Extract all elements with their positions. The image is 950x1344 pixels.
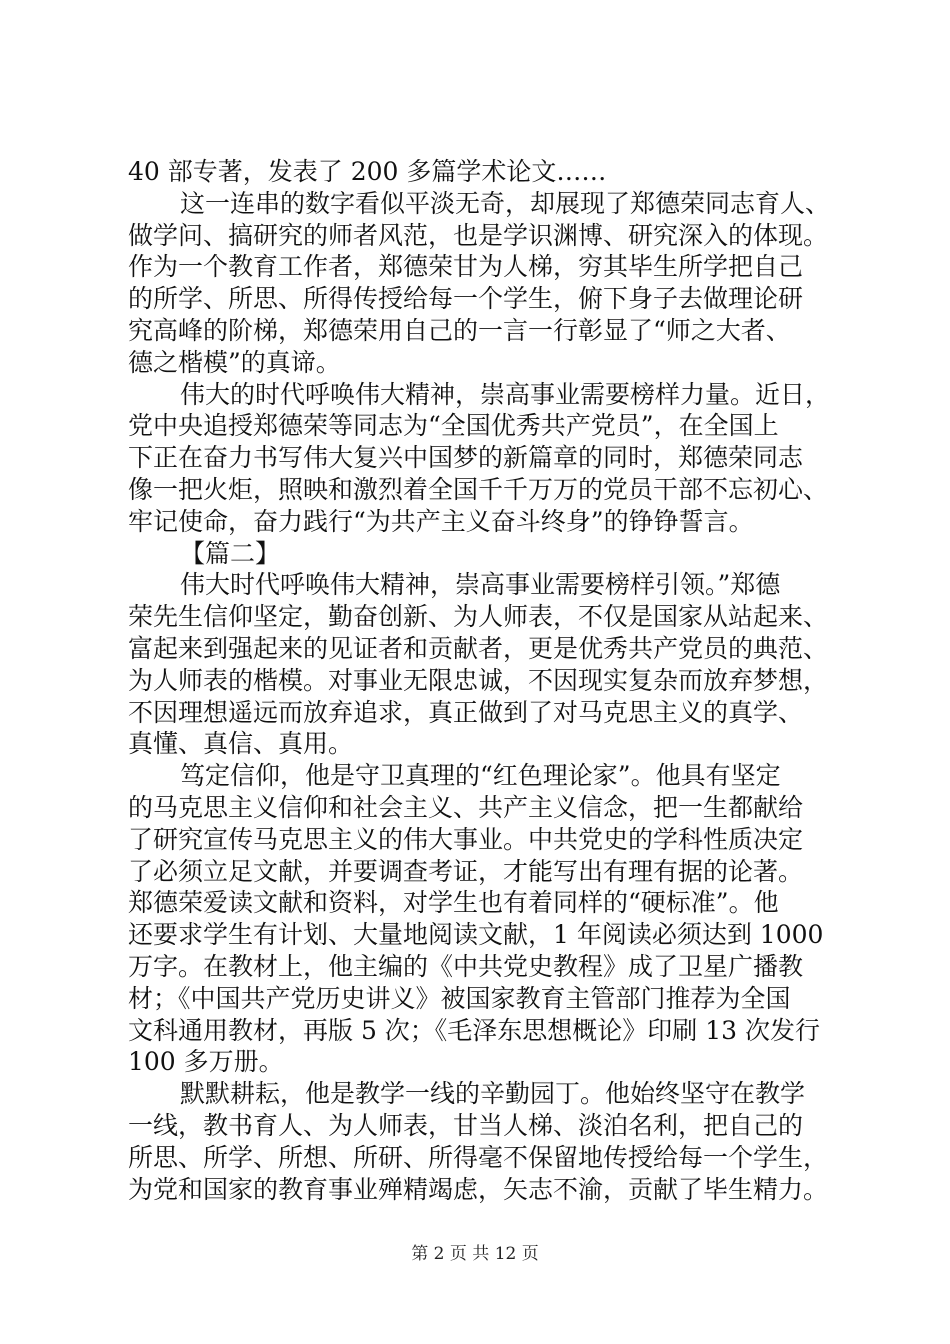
text-line: 万字。在教材上，他主编的《中共党史教程》成了卫星广播教 [128,951,804,981]
text-line: 100 多万册。 [128,1047,284,1077]
text-line: 所思、所学、所想、所研、所得毫不保留地传授给每一个学生， [128,1142,829,1172]
text-line: 究高峰的阶梯，郑德荣用自己的一言一行彰显了“师之大者、 [128,315,791,345]
text-line: 材；《中国共产党历史讲义》被国家教育主管部门推荐为全国 [128,983,791,1013]
text-line: 笃定信仰，他是守卫真理的“红色理论家”。他具有坚定 [180,761,781,791]
text-line: 为党和国家的教育事业殚精竭虑，矢志不渝，贡献了毕生精力。 [128,1174,829,1204]
text-line: 了研究宣传马克思主义的伟大事业。中共党史的学科性质决定 [128,824,804,854]
text-line: 下正在奋力书写伟大复兴中国梦的新篇章的同时，郑德荣同志 [128,443,804,473]
text-line: 不因理想遥远而放弃追求，真正做到了对马克思主义的真学、 [128,697,804,727]
text-line: 伟大的时代呼唤伟大精神，崇高事业需要榜样力量。近日， [180,379,831,409]
text-line: 真懂、真信、真用。 [128,729,354,759]
text-line: 还要求学生有计划、大量地阅读文献，1 年阅读必须达到 1000 [128,920,824,950]
text-line: 德之楷模”的真谛。 [128,347,341,377]
page-footer [0,1242,950,1266]
text-line: 的马克思主义信仰和社会主义、共产主义信念，把一生都献给 [128,792,804,822]
text-line: 郑德荣爱读文献和资料，对学生也有着同样的“硬标准”。他 [128,888,779,918]
text-line: 牢记使命，奋力践行“为共产主义奋斗终身”的铮铮誓言。 [128,506,754,536]
text-line: 做学问、搞研究的师者风范，也是学识渊博、研究深入的体现。 [128,220,829,250]
text-line: 【篇二】 [180,538,281,568]
text-line: 了必须立足文献，并要调查考证，才能写出有理有据的论著。 [128,856,804,886]
text-line: 像一把火炬，照映和激烈着全国千千万万的党员干部不忘初心、 [128,474,829,504]
text-line: 默默耕耘，他是教学一线的辛勤园丁。他始终坚守在教学 [180,1079,806,1109]
text-line: 这一连串的数字看似平淡无奇，却展现了郑德荣同志育人、 [180,188,831,218]
document-body [128,156,844,1205]
text-line: 为人师表的楷模。对事业无限忠诚，不因现实复杂而放弃梦想， [128,665,829,695]
text-line: 作为一个教育工作者，郑德荣甘为人梯，穷其毕生所学把自己 [128,252,804,282]
text-line: 40 部专著，发表了 200 多篇学术论文…… [128,157,607,186]
text-line: 富起来到强起来的见证者和贡献者，更是优秀共产党员的典范、 [128,633,829,663]
text-line: 荣先生信仰坚定，勤奋创新、为人师表，不仅是国家从站起来、 [128,602,829,632]
text-line: 一线，教书育人、为人师表，甘当人梯、淡泊名利，把自己的 [128,1110,804,1140]
text-line: 的所学、所思、所得传授给每一个学生，俯下身子去做理论研 [128,284,804,314]
text-line: 党中央追授郑德荣等同志为“全国优秀共产党员”，在全国上 [128,411,779,441]
text-line: 伟大时代呼唤伟大精神，崇高事业需要榜样引领。”郑德 [180,570,781,600]
text-line: 文科通用教材，再版 5 次；《毛泽东思想概论》印刷 13 次发行 [128,1015,821,1045]
page-number-label: 第 2 页 共 12 页 [411,1244,539,1264]
